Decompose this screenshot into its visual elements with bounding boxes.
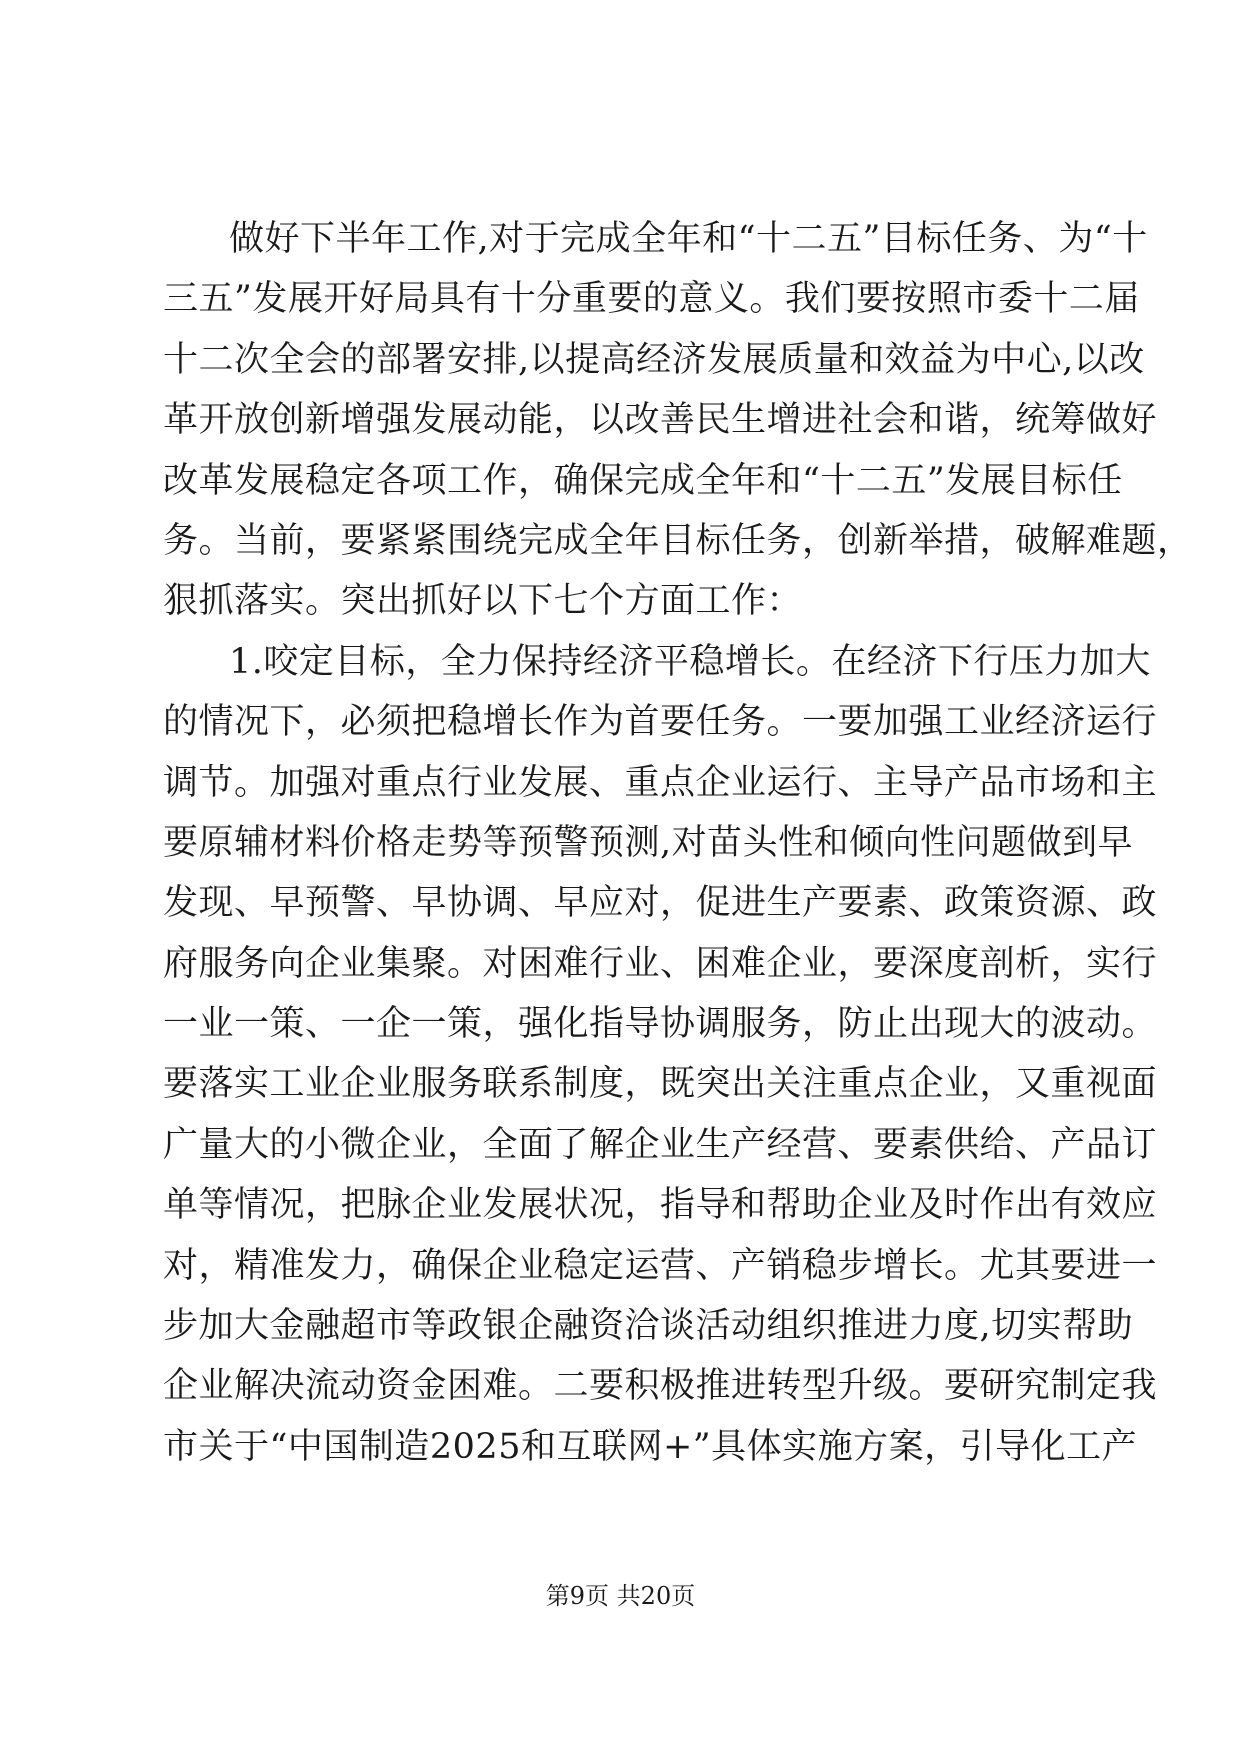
- body-text: [163, 209, 1193, 1477]
- text-line: 务。当前，要紧紧围绕完成全年目标任务，创新举措，破解难题，: [163, 520, 1193, 561]
- text-line: 革开放创新增强发展动能，以改善民生增进社会和谐，统筹做好: [163, 400, 1158, 441]
- text-line: 广量大的小微企业，全面了解企业生产经营、要素供给、产品订: [163, 1124, 1158, 1165]
- text-line: 做好下半年工作,对于完成全年和“十二五”目标任务、为“十: [229, 219, 1148, 259]
- text-line: 要落实工业企业服务联系制度，既突出关注重点企业，又重视面: [163, 1064, 1158, 1105]
- text-line: 要原辅材料价格走势等预警预测,对苗头性和倾向性问题做到早: [163, 822, 1134, 863]
- text-line: 市关于“中国制造2025和互联网+”具体实施方案，引导化工产: [163, 1426, 1138, 1467]
- text-line: 发现、早预警、早协调、早应对，促进生产要素、政策资源、政: [163, 883, 1158, 924]
- text-line: 府服务向企业集聚。对困难行业、困难企业，要深度剖析，实行: [163, 943, 1158, 984]
- text-line: 三五”发展开好局具有十分重要的意义。我们要按照市委十二届: [163, 279, 1140, 320]
- text-line: 1.咬定目标，全力保持经济平稳增长。在经济下行压力加大: [229, 641, 1151, 682]
- text-line: 对，精准发力，确保企业稳定运营、产销稳步增长。尤其要进一: [163, 1245, 1158, 1286]
- text-line: 一业一策、一企一策，强化指导协调服务，防止出现大的波动。: [163, 1004, 1158, 1045]
- text-line: 单等情况，把脉企业发展状况，指导和帮助企业及时作出有效应: [163, 1185, 1158, 1226]
- text-line: 步加大金融超市等政银企融资洽谈活动组织推进力度,切实帮助: [163, 1306, 1134, 1347]
- text-line: 的情况下，必须把稳增长作为首要任务。一要加强工业经济运行: [163, 702, 1158, 743]
- text-line: 十二次全会的部署安排,以提高经济发展质量和效益为中心,以改: [163, 339, 1145, 380]
- text-line: 改革发展稳定各项工作，确保完成全年和“十二五”发展目标任: [163, 460, 1123, 501]
- page-footer: 第9页 共20页: [545, 1582, 696, 1610]
- text-line: 企业解决流动资金困难。二要积极推进转型升级。要研究制定我: [163, 1366, 1158, 1407]
- text-line: 调节。加强对重点行业发展、重点企业运行、主导产品市场和主: [163, 762, 1158, 803]
- text-line: 狠抓落实。突出抓好以下七个方面工作：: [163, 581, 803, 622]
